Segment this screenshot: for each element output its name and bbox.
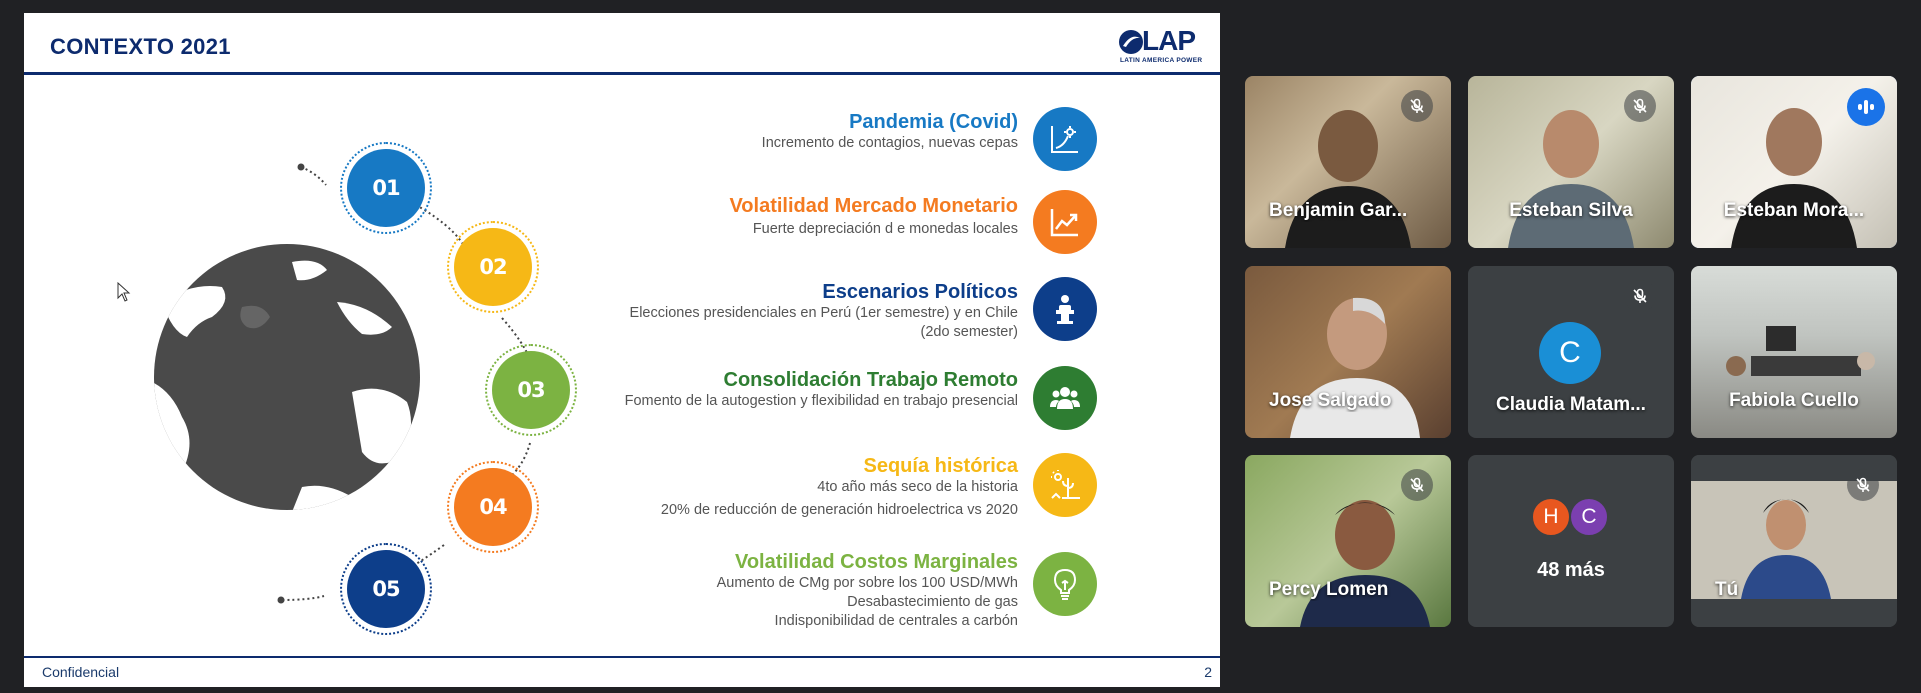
- lightbulb-icon: [1033, 552, 1097, 616]
- participant-name: Fabiola Cuello: [1729, 390, 1859, 411]
- participant-tile[interactable]: [1245, 266, 1451, 438]
- trend-up-icon: [1033, 190, 1097, 254]
- footer-divider: [24, 656, 1220, 658]
- participant-name: Esteban Mora...: [1723, 200, 1865, 221]
- item-escenarios-politicos: Escenarios Políticos Elecciones presidenciales en Perú (1er semestre) y en Chile (2do semester): [629, 281, 1018, 340]
- podium-speaker-icon: [1033, 277, 1097, 341]
- logo-subtitle: LATIN AMERICA POWER: [1120, 57, 1203, 64]
- participant-avatar: C: [1539, 322, 1601, 384]
- item-trabajo-remoto: Consolidación Trabajo Remoto Fomento de la autogestion y flexibilidad en trabajo presencial: [624, 369, 1018, 409]
- participant-avatar: H: [1531, 497, 1571, 537]
- item-pandemia: Pandemia (Covid) Incremento de contagios, nuevas cepas: [761, 111, 1018, 151]
- mouse-cursor-icon: [117, 282, 131, 302]
- presentation-slide: [24, 13, 1220, 687]
- participant-video: [1691, 266, 1897, 438]
- speaking-indicator-icon: [1847, 88, 1885, 126]
- participant-name: Tú: [1715, 579, 1739, 600]
- chart-virus-icon: [1033, 107, 1097, 171]
- participant-name: Esteban Silva: [1509, 200, 1633, 221]
- world-globe-icon: [152, 242, 422, 512]
- item-volatilidad-mercado: Volatilidad Mercado Monetario Fuerte depreciación d e monedas locales: [729, 195, 1018, 237]
- logo-text: LAP: [1142, 25, 1195, 56]
- participant-tile-self[interactable]: [1691, 455, 1897, 627]
- mic-off-icon: [1624, 280, 1656, 312]
- step-04: 04: [454, 468, 532, 546]
- mic-off-icon: [1401, 90, 1433, 122]
- item-costos-marginales: Volatilidad Costos Marginales Aumento de CMg por sobre los 100 USD/MWh Desabastecimiento de gas Indisponibilidad de centrales a carbón: [716, 551, 1018, 629]
- participant-tile[interactable]: [1691, 266, 1897, 438]
- more-participants-count: 48 más: [1537, 559, 1605, 581]
- participant-name: Benjamin Gar...: [1269, 200, 1408, 221]
- participant-avatar: C: [1569, 497, 1609, 537]
- item-sequia: Sequía histórica 4to año más seco de la historia 20% de reducción de generación hidroelectrica vs 2020: [660, 455, 1018, 518]
- participant-name: Jose Salgado: [1269, 390, 1392, 411]
- more-participants-tile[interactable]: [1468, 455, 1674, 627]
- participant-name: Percy Lomen: [1269, 579, 1389, 600]
- participant-tile[interactable]: [1468, 76, 1674, 248]
- step-01: 01: [347, 149, 425, 227]
- participant-name: Claudia Matam...: [1496, 394, 1646, 415]
- participant-tile[interactable]: [1468, 266, 1674, 438]
- participant-video: [1245, 266, 1451, 438]
- step-05: 05: [347, 550, 425, 628]
- slide-title: CONTEXTO 2021: [50, 34, 231, 59]
- mic-off-icon: [1847, 469, 1879, 501]
- step-03: 03: [492, 351, 570, 429]
- participant-tile[interactable]: [1245, 455, 1451, 627]
- participant-tile[interactable]: [1245, 76, 1451, 248]
- mic-off-icon: [1624, 90, 1656, 122]
- drought-cactus-icon: [1033, 453, 1097, 517]
- confidential-label: Confidencial: [42, 664, 120, 680]
- page-number: 2: [1204, 664, 1212, 680]
- mic-off-icon: [1401, 469, 1433, 501]
- team-people-icon: [1033, 366, 1097, 430]
- participant-tile-speaking[interactable]: [1691, 76, 1897, 248]
- step-02: 02: [454, 228, 532, 306]
